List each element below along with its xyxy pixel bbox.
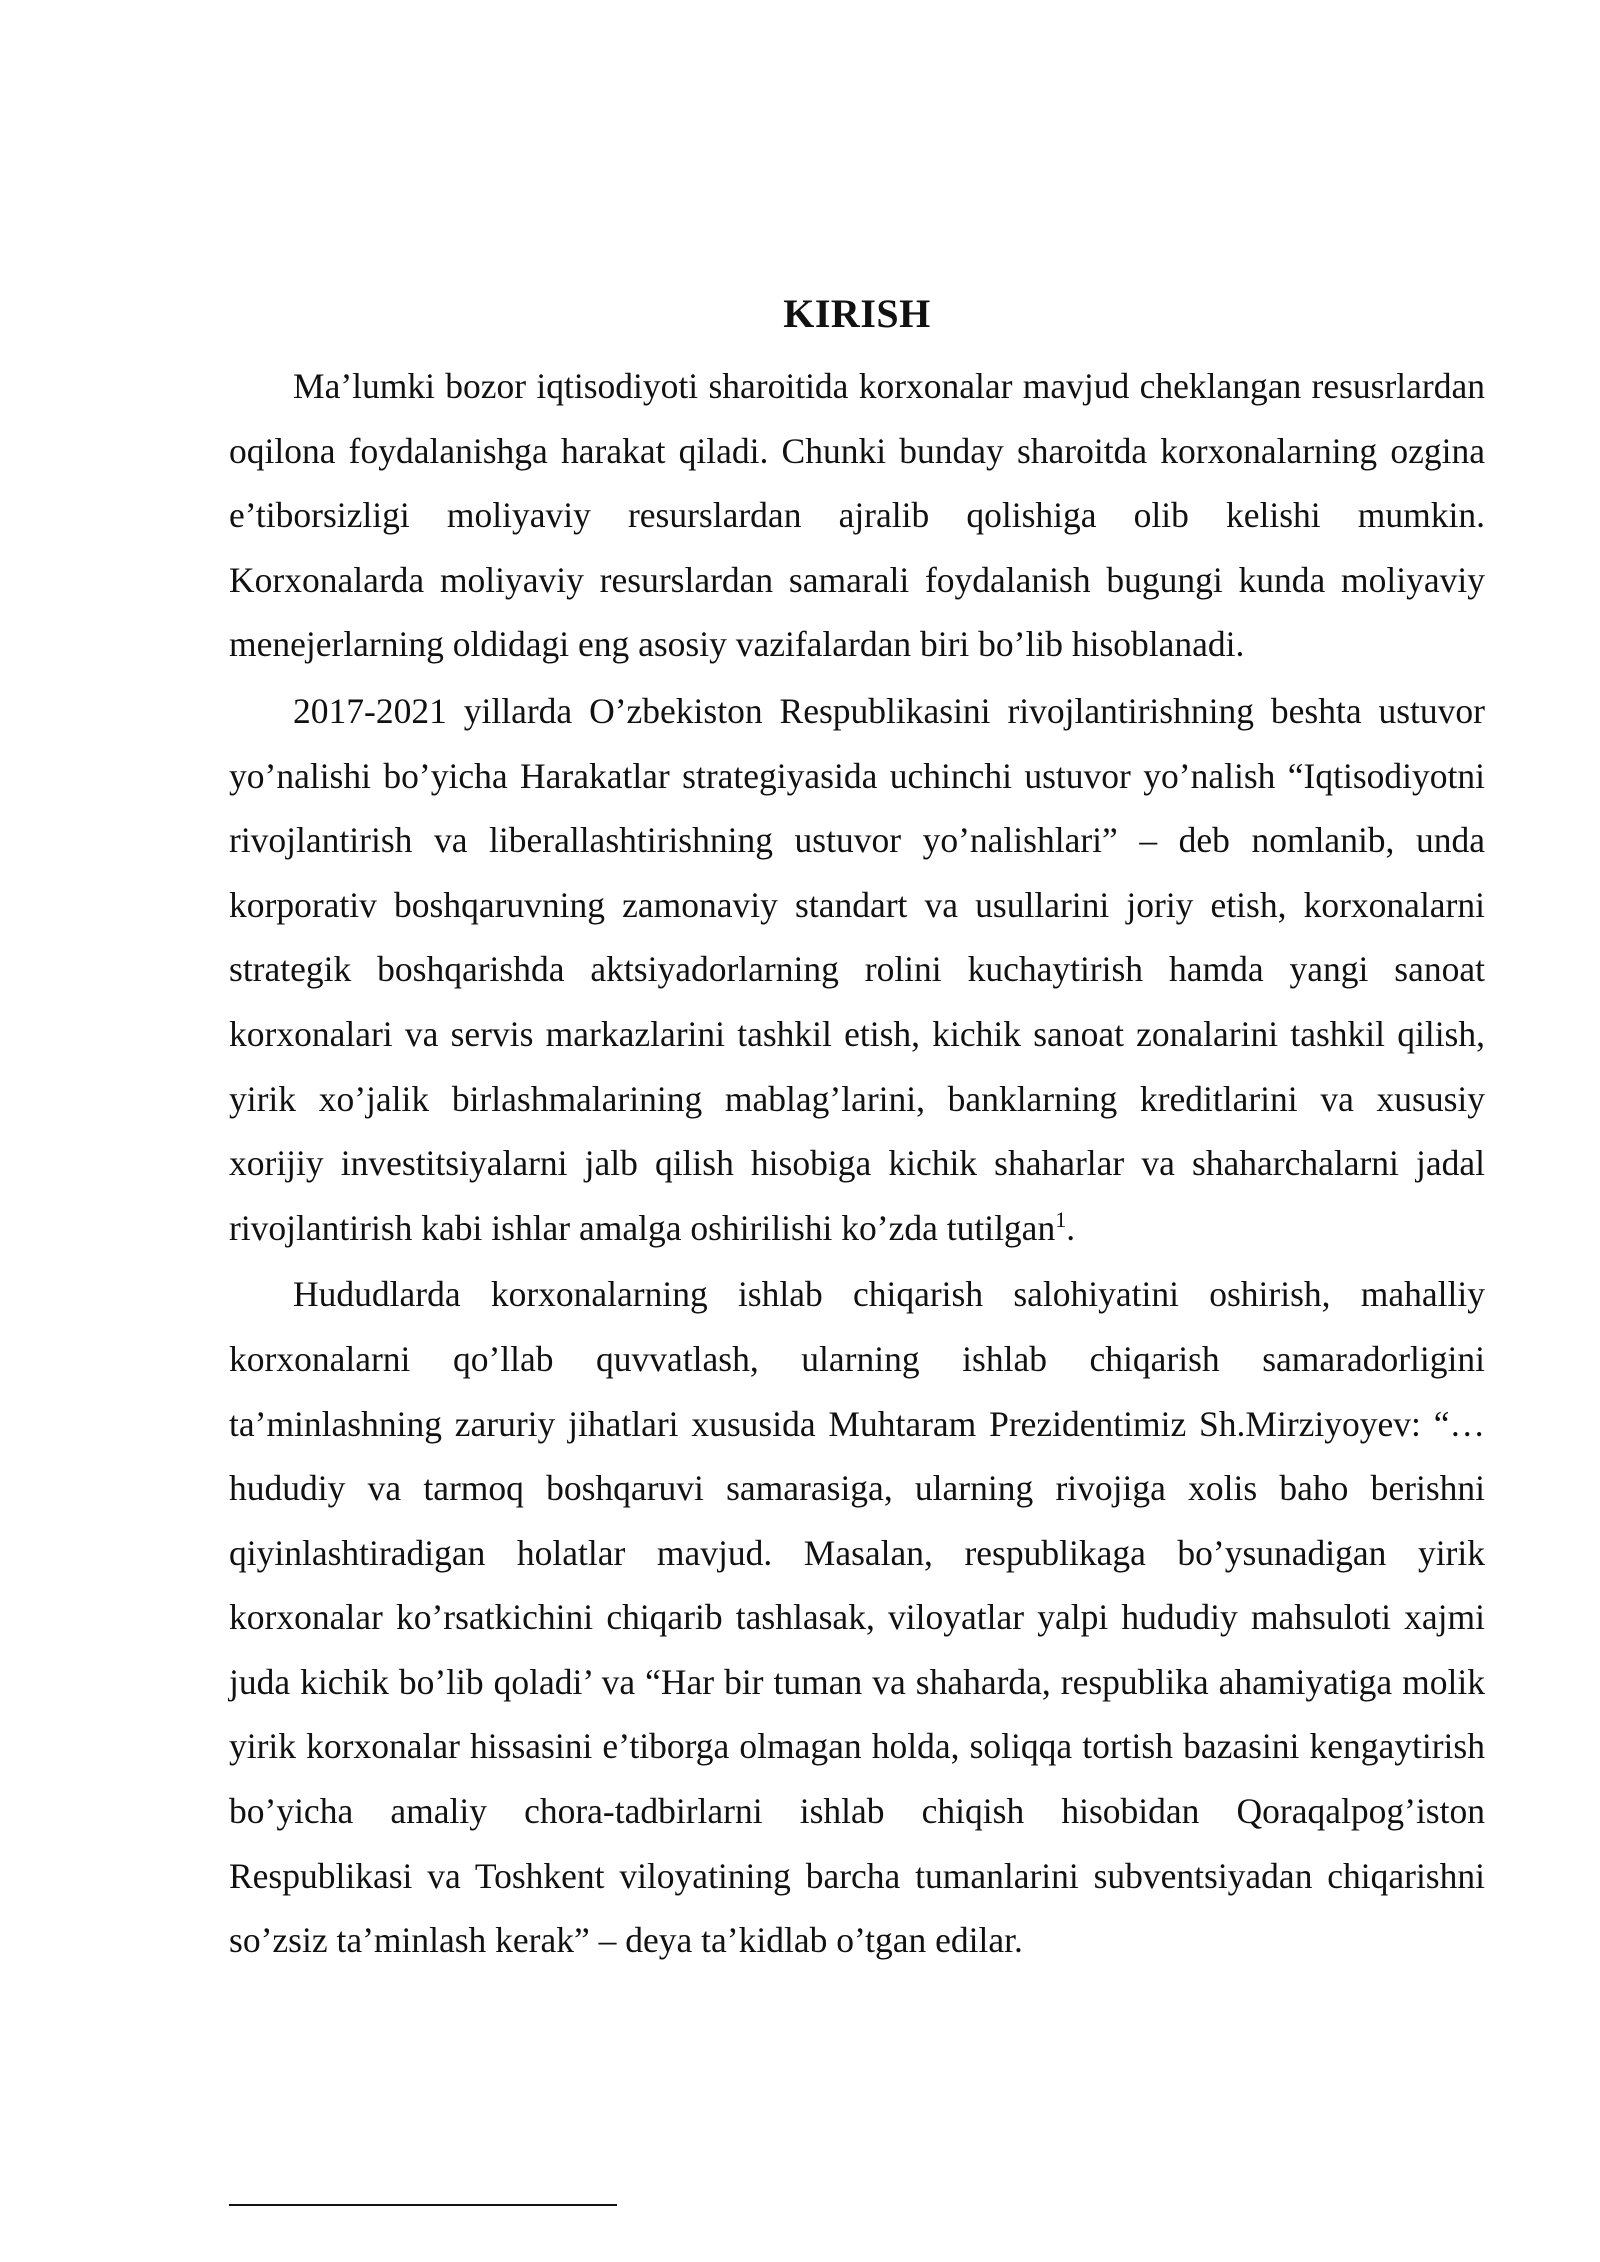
paragraph-1 xyxy=(229,354,1485,677)
page-title: KIRISH xyxy=(783,291,931,336)
paragraph-2-end: . xyxy=(1066,1207,1076,1248)
paragraph-3-text: Hududlarda korxonalarning ishlab chiqarish salohiyatini oshirish, mahalliy korxonalarni qo’llab quvvatlash, ularning ishlab chiqarish samaradorligini ta’minlashning zaruriy jihatlari xususida Muhtaram Prezidentimiz Sh.Mirziyoyev: “…hududiy va tarmoq boshqaruvi samarasiga, ularning rivojiga xolis baho berishni qiyinlashtiradigan holatlar mavjud. Masalan, respublikaga bo’ysunadigan yirik korxonalar ko’rsatkichini chiqarib tashlasak, viloyatlar yalpi hududiy mahsuloti xajmi juda kichik bo’lib qoladi’ va “Har bir tuman va shaharda, respublika ahamiyatiga molik yirik korxonalar hissasini e’tiborga olmagan holda, soliqqa tortish bazasini kengaytirish bo’yicha amaliy chora-tadbirlarni ishlab chiqish hisobidan Qoraqalpog’iston Respublikasi va Toshkent viloyatining barcha tumanlarini subventsiyadan chiqarishni so’zsiz ta’minlash kerak” – deya ta’kidlab o’tgan edilar. xyxy=(229,1274,1485,1961)
paragraph-2-text: 2017-2021 yillarda O’zbekiston Respublikasini rivojlantirishning beshta ustuvor yo’nalishi bo’yicha Harakatlar strategiyasida uchinchi ustuvor yo’nalish “Iqtisodiyotni rivojlantirish va liberallashtirishning ustuvor yo’nalishlari” – deb nomlanib, unda korporativ boshqaruvning zamonaviy standart va usullarini joriy etish, korxonalarni strategik boshqarishda aktsiyadorlarning rolini kuchaytirish hamda yangi sanoat korxonalari va servis markazlarini tashkil etish, kichik sanoat zonalarini tashkil qilish, yirik xo’jalik birlashmalarining mablag’larini, banklarning kreditlarini va xususiy xorijiy investitsiyalarni jalb qilish hisobiga kichik shaharlar va shaharchalarni jadal rivojlantirish kabi ishlar amalga oshirilishi ko’zda tutilgan xyxy=(229,690,1485,1248)
paragraph-2 xyxy=(229,679,1485,1260)
footnote-reference[interactable]: 1 xyxy=(1055,1206,1067,1232)
footnote-separator xyxy=(229,2204,617,2206)
paragraph-1-text: Ma’lumki bozor iqtisodiyoti sharoitida korxonalar mavjud cheklangan resusrlardan oqilona foydalanishga harakat qiladi. Chunki bunday sharoitda korxonalarning ozgina e’tiborsizligi moliyaviy resurslardan ajralib qolishiga olib kelishi mumkin. Korxonalarda moliyaviy resurslardan samarali foydalanish bugungi kunda moliyaviy menejerlarning oldidagi eng asosiy vazifalardan biri bo’lib hisoblanadi. xyxy=(229,366,1485,665)
document-body xyxy=(229,282,1485,1973)
paragraph-3 xyxy=(229,1262,1485,1973)
